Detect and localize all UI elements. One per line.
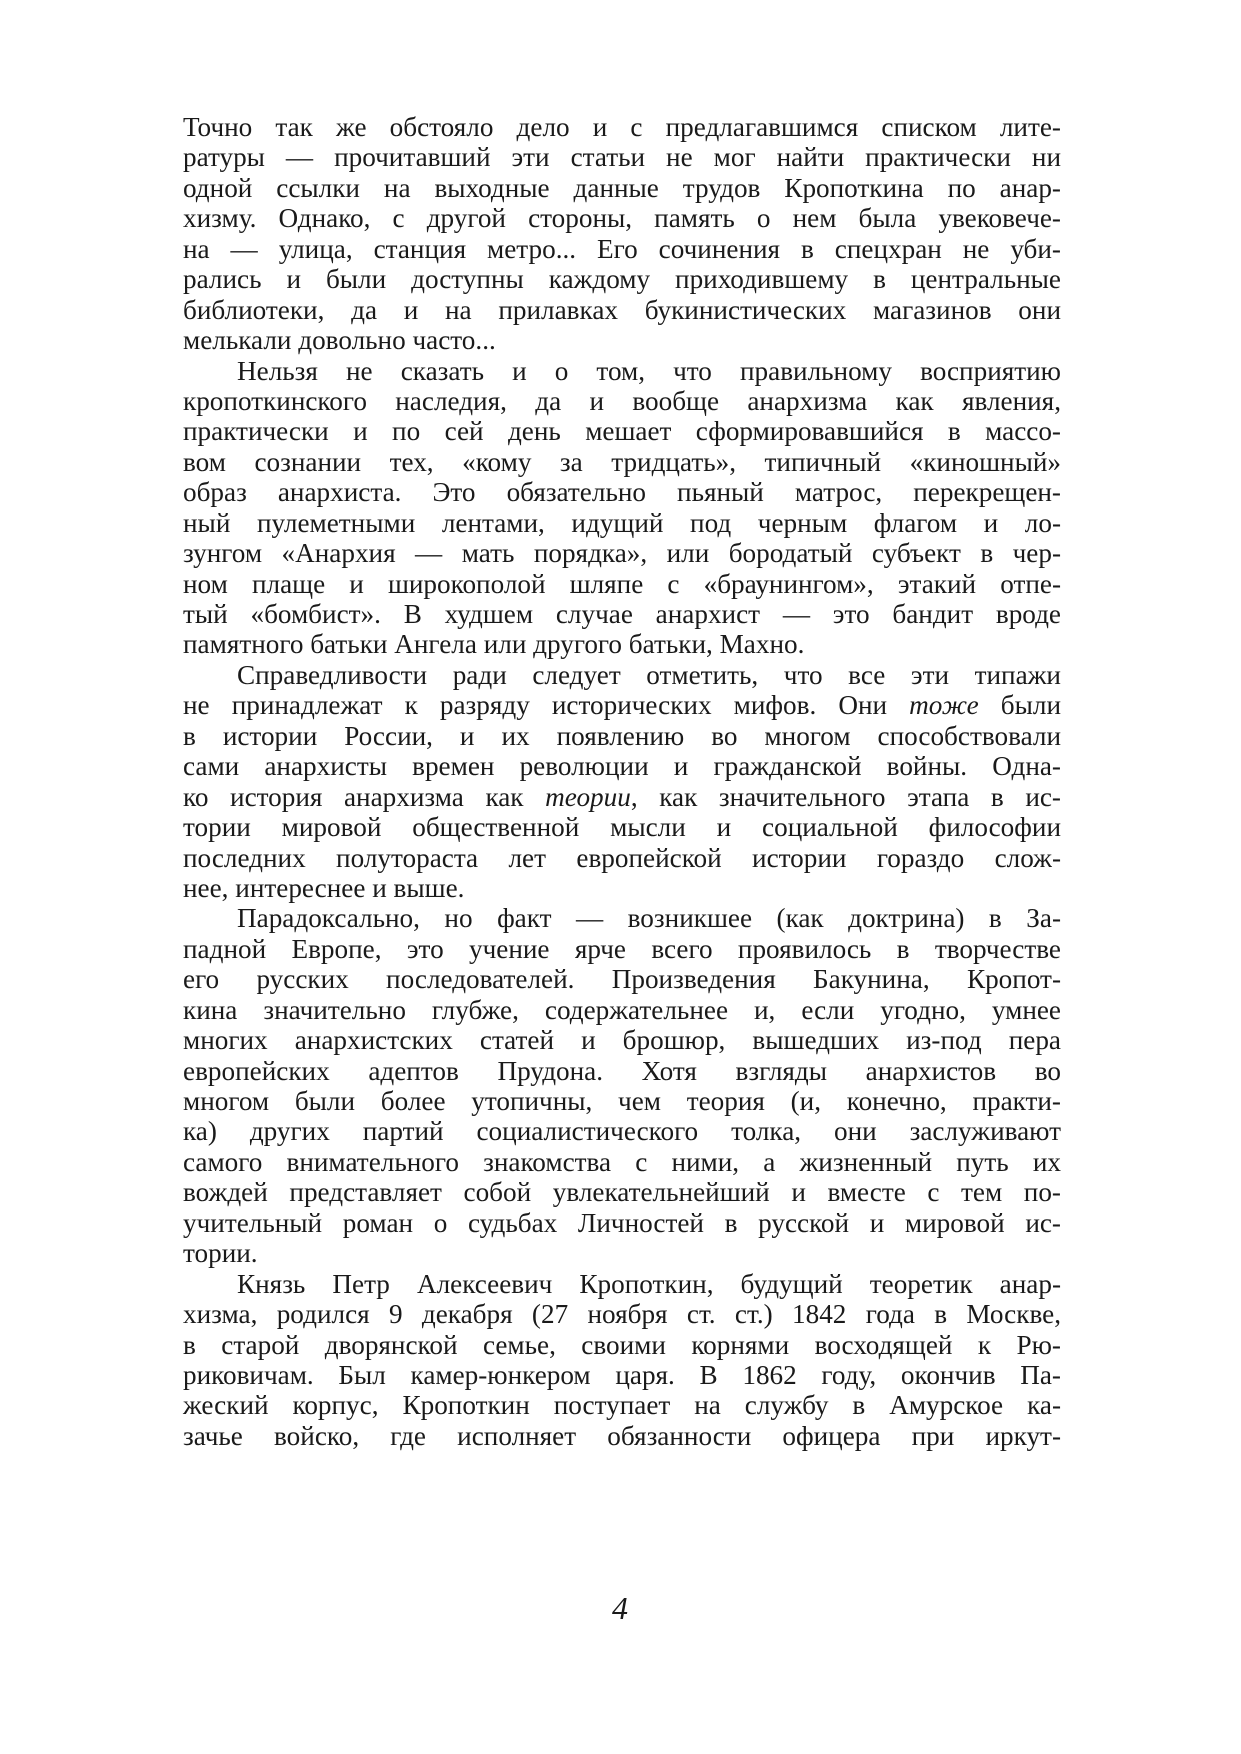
text-line: его русских последователей. Произведения Бакунина, Кропот-: [183, 964, 1061, 995]
text-line: тории.: [183, 1238, 258, 1269]
body-text: [183, 112, 1061, 1451]
text-line: нее, интереснее и выше.: [183, 872, 465, 903]
text-line: многом были более утопичны, чем теория (и, конечно, практи-: [183, 1086, 1061, 1116]
text-line: рались и были доступны каждому приходившему в центральные: [183, 264, 1061, 295]
text-run: были: [978, 690, 1061, 721]
paragraph-1: [183, 112, 1061, 356]
text-line: Князь Петр Алексеевич Кропоткин, будущий теоретик анар-: [237, 1268, 1061, 1299]
text-line: жеский корпус, Кропоткин поступает на службу в Амурское ка-: [183, 1390, 1061, 1421]
text-line: библиотеки, да и на прилавках букинистических магазинов они: [183, 294, 1061, 325]
text-line: европейских адептов Прудона. Хотя взгляды анархистов во: [183, 1055, 1061, 1086]
text-line: учительный роман о судьбах Личностей в русской и мировой ис-: [183, 1207, 1061, 1238]
text-line: самого внимательного знакомства с ними, а жизненный путь их: [183, 1146, 1061, 1177]
text-line: вом сознании тех, «кому за тридцать», типичный «киношный»: [183, 446, 1061, 477]
text-run: ко история анархизма как: [183, 781, 546, 812]
text-line: вождей представляет собой увлекательнейший и вместе с тем по-: [183, 1177, 1061, 1208]
text-line: практически и по сей день мешает сформировавшийся в массо-: [183, 416, 1061, 447]
paragraph-2: [183, 356, 1061, 660]
text-line: последних полутораста лет европейской истории гораздо слож-: [183, 842, 1061, 873]
text-line: Точно так же обстояло дело и с предлагавшимся списком лите-: [183, 112, 1061, 142]
text-line: кропоткинского наследия, да и вообще анархизма как явления,: [183, 385, 1061, 416]
text-line: ный пулеметными лентами, идущий под черным флагом и ло-: [183, 507, 1061, 538]
text-line: Нельзя не сказать и о том, что правильному восприятию: [237, 355, 1061, 386]
paragraph-4: [183, 903, 1061, 1268]
text-run: не принадлежат к разряду исторических мифов. Они: [183, 690, 910, 721]
emphasis-text: тоже: [909, 690, 979, 721]
text-line: падной Европе, это учение ярче всего проявилось в творчестве: [183, 933, 1061, 964]
text-line: ратуры — прочитавший эти статьи не мог найти практически ни: [183, 142, 1061, 173]
text-line: ном плаще и широкополой шляпе с «браунингом», этакий отпе-: [183, 568, 1061, 599]
paragraph-3: [183, 660, 1061, 904]
text-line: Парадоксально, но факт — возникшее (как доктрина) в За-: [237, 903, 1061, 934]
text-line: образ анархиста. Это обязательно пьяный матрос, перекрещен-: [183, 477, 1061, 508]
text-line: в истории России, и их появлению во многом способствовали: [183, 720, 1061, 751]
text-line: многих анархистских статей и брошюр, вышедших из-под пера: [183, 1025, 1061, 1056]
text-line: Справедливости ради следует отметить, что все эти типажи: [237, 659, 1061, 690]
text-line: сами анархисты времен революции и гражданской войны. Одна-: [183, 751, 1061, 782]
page-number: 4: [612, 1590, 628, 1626]
text-line: кина значительно глубже, содержательнее и, если угодно, умнее: [183, 994, 1061, 1025]
text-line: зачье войско, где исполняет обязанности офицера при иркут-: [183, 1420, 1061, 1451]
paragraph-5: [183, 1269, 1061, 1452]
text-line: [183, 690, 1061, 720]
text-line: хизму. Однако, с другой стороны, память о нем была увековече-: [183, 203, 1061, 234]
text-line: ка) других партий социалистического толка, они заслуживают: [183, 1116, 1061, 1147]
text-line: на — улица, станция метро... Его сочинения в спецхран не уби-: [183, 233, 1061, 264]
emphasis-text: теории: [545, 781, 631, 812]
text-line: тории мировой общественной мысли и социальной философии: [183, 812, 1061, 843]
text-line: тый «бомбист». В худшем случае анархист — это бандит вроде: [183, 599, 1061, 629]
text-run: , как значительного этапа в ис-: [630, 781, 1061, 812]
text-line: зунгом «Анархия — мать порядка», или бородатый субъект в чер-: [183, 538, 1061, 569]
text-line: памятного батьки Ангела или другого батьки, Махно.: [183, 629, 805, 660]
text-line: мелькали довольно часто...: [183, 325, 496, 356]
text-line: хизма, родился 9 декабря (27 ноября ст. ст.) 1842 года в Москве,: [183, 1299, 1061, 1330]
text-line: [183, 782, 1061, 812]
text-line: одной ссылки на выходные данные трудов Кропоткина по анар-: [183, 172, 1061, 203]
text-line: риковичам. Был камер-юнкером царя. В 1862 году, окончив Па-: [183, 1359, 1061, 1390]
text-line: в старой дворянской семье, своими корнями восходящей к Рю-: [183, 1329, 1061, 1360]
